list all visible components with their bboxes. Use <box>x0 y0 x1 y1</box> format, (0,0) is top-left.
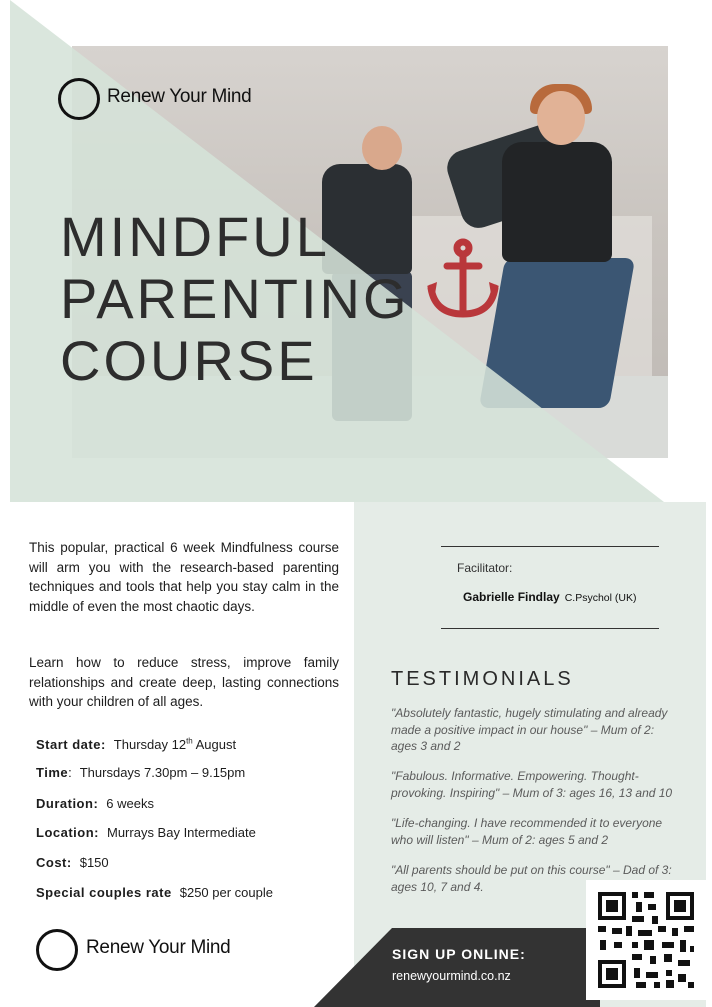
detail-duration <box>36 796 154 811</box>
facilitator-name: Gabrielle Findlay C.Psychol (UK) <box>463 590 637 604</box>
detail-value: $250 per couple <box>179 885 273 900</box>
testimonial: "Absolutely fantastic, hugely stimulating and already made a positive impact in our house" – Mum of 2: ages 3 and 2 <box>391 706 668 753</box>
intro-paragraph: This popular, practical 6 week Mindfulness course will arm you with the research-based parenting techniques and tools that help you stay calm in the middle of even the most chaotic days. <box>29 540 339 614</box>
detail-value: Thursday 12th August <box>113 737 237 753</box>
signup-banner[interactable] <box>314 928 600 1007</box>
testimonial: "Life-changing. I have recommended it to everyone who will listen" – Mum of 2: ages 5 and 2 <box>391 816 663 847</box>
detail-value: Thursdays 7.30pm – 9.15pm <box>79 765 246 780</box>
signup-title: SIGN UP ONLINE: <box>392 946 526 962</box>
testimonial: "All parents should be put on this course" – Dad of 3: ages 10, 7 and 4. <box>391 863 672 894</box>
detail-time: Time: Thursdays 7.30pm – 9.15pm <box>36 765 246 780</box>
title-line-1: MINDFUL <box>60 205 330 268</box>
detail-couples-rate <box>36 885 273 900</box>
brand-name: Renew Your Mind <box>107 86 252 107</box>
signup-url-link[interactable]: renewyourmind.co.nz <box>392 969 511 983</box>
title-line-2: PARENTING <box>60 267 410 330</box>
course-title <box>60 206 410 392</box>
intro-paragraph-2: Learn how to reduce stress, improve family relationships and create deep, lasting connections with your children of all ages. <box>29 655 339 709</box>
facilitator-credentials: C.Psychol (UK) <box>564 592 637 604</box>
testimonial: "Fabulous. Informative. Empowering. Thought-provoking. Inspiring" – Mum of 3: ages 16, 13 and 10 <box>391 769 673 800</box>
detail-label: Cost: <box>36 855 72 870</box>
detail-label: Location: <box>36 825 99 840</box>
brand-name-bottom: Renew Your Mind <box>86 937 231 958</box>
detail-start-date <box>36 737 236 752</box>
logo-circle-icon <box>36 929 78 971</box>
testimonials-heading: TESTIMONIALS <box>391 668 574 690</box>
detail-value: Murrays Bay Intermediate <box>107 825 256 840</box>
title-line-3: COURSE <box>60 329 318 392</box>
divider <box>441 546 659 547</box>
logo-circle-icon <box>58 78 100 120</box>
detail-label: Time <box>36 765 69 780</box>
detail-label: Start date: <box>36 737 106 753</box>
divider <box>441 628 659 629</box>
detail-location <box>36 825 256 840</box>
detail-label: Duration: <box>36 796 99 811</box>
qr-code-icon[interactable] <box>586 880 706 1000</box>
detail-value: 6 weeks <box>106 796 154 811</box>
facilitator-label: Facilitator: <box>457 561 513 575</box>
detail-label: Special couples rate <box>36 885 172 900</box>
detail-value: $150 <box>79 855 109 870</box>
detail-cost <box>36 855 109 870</box>
